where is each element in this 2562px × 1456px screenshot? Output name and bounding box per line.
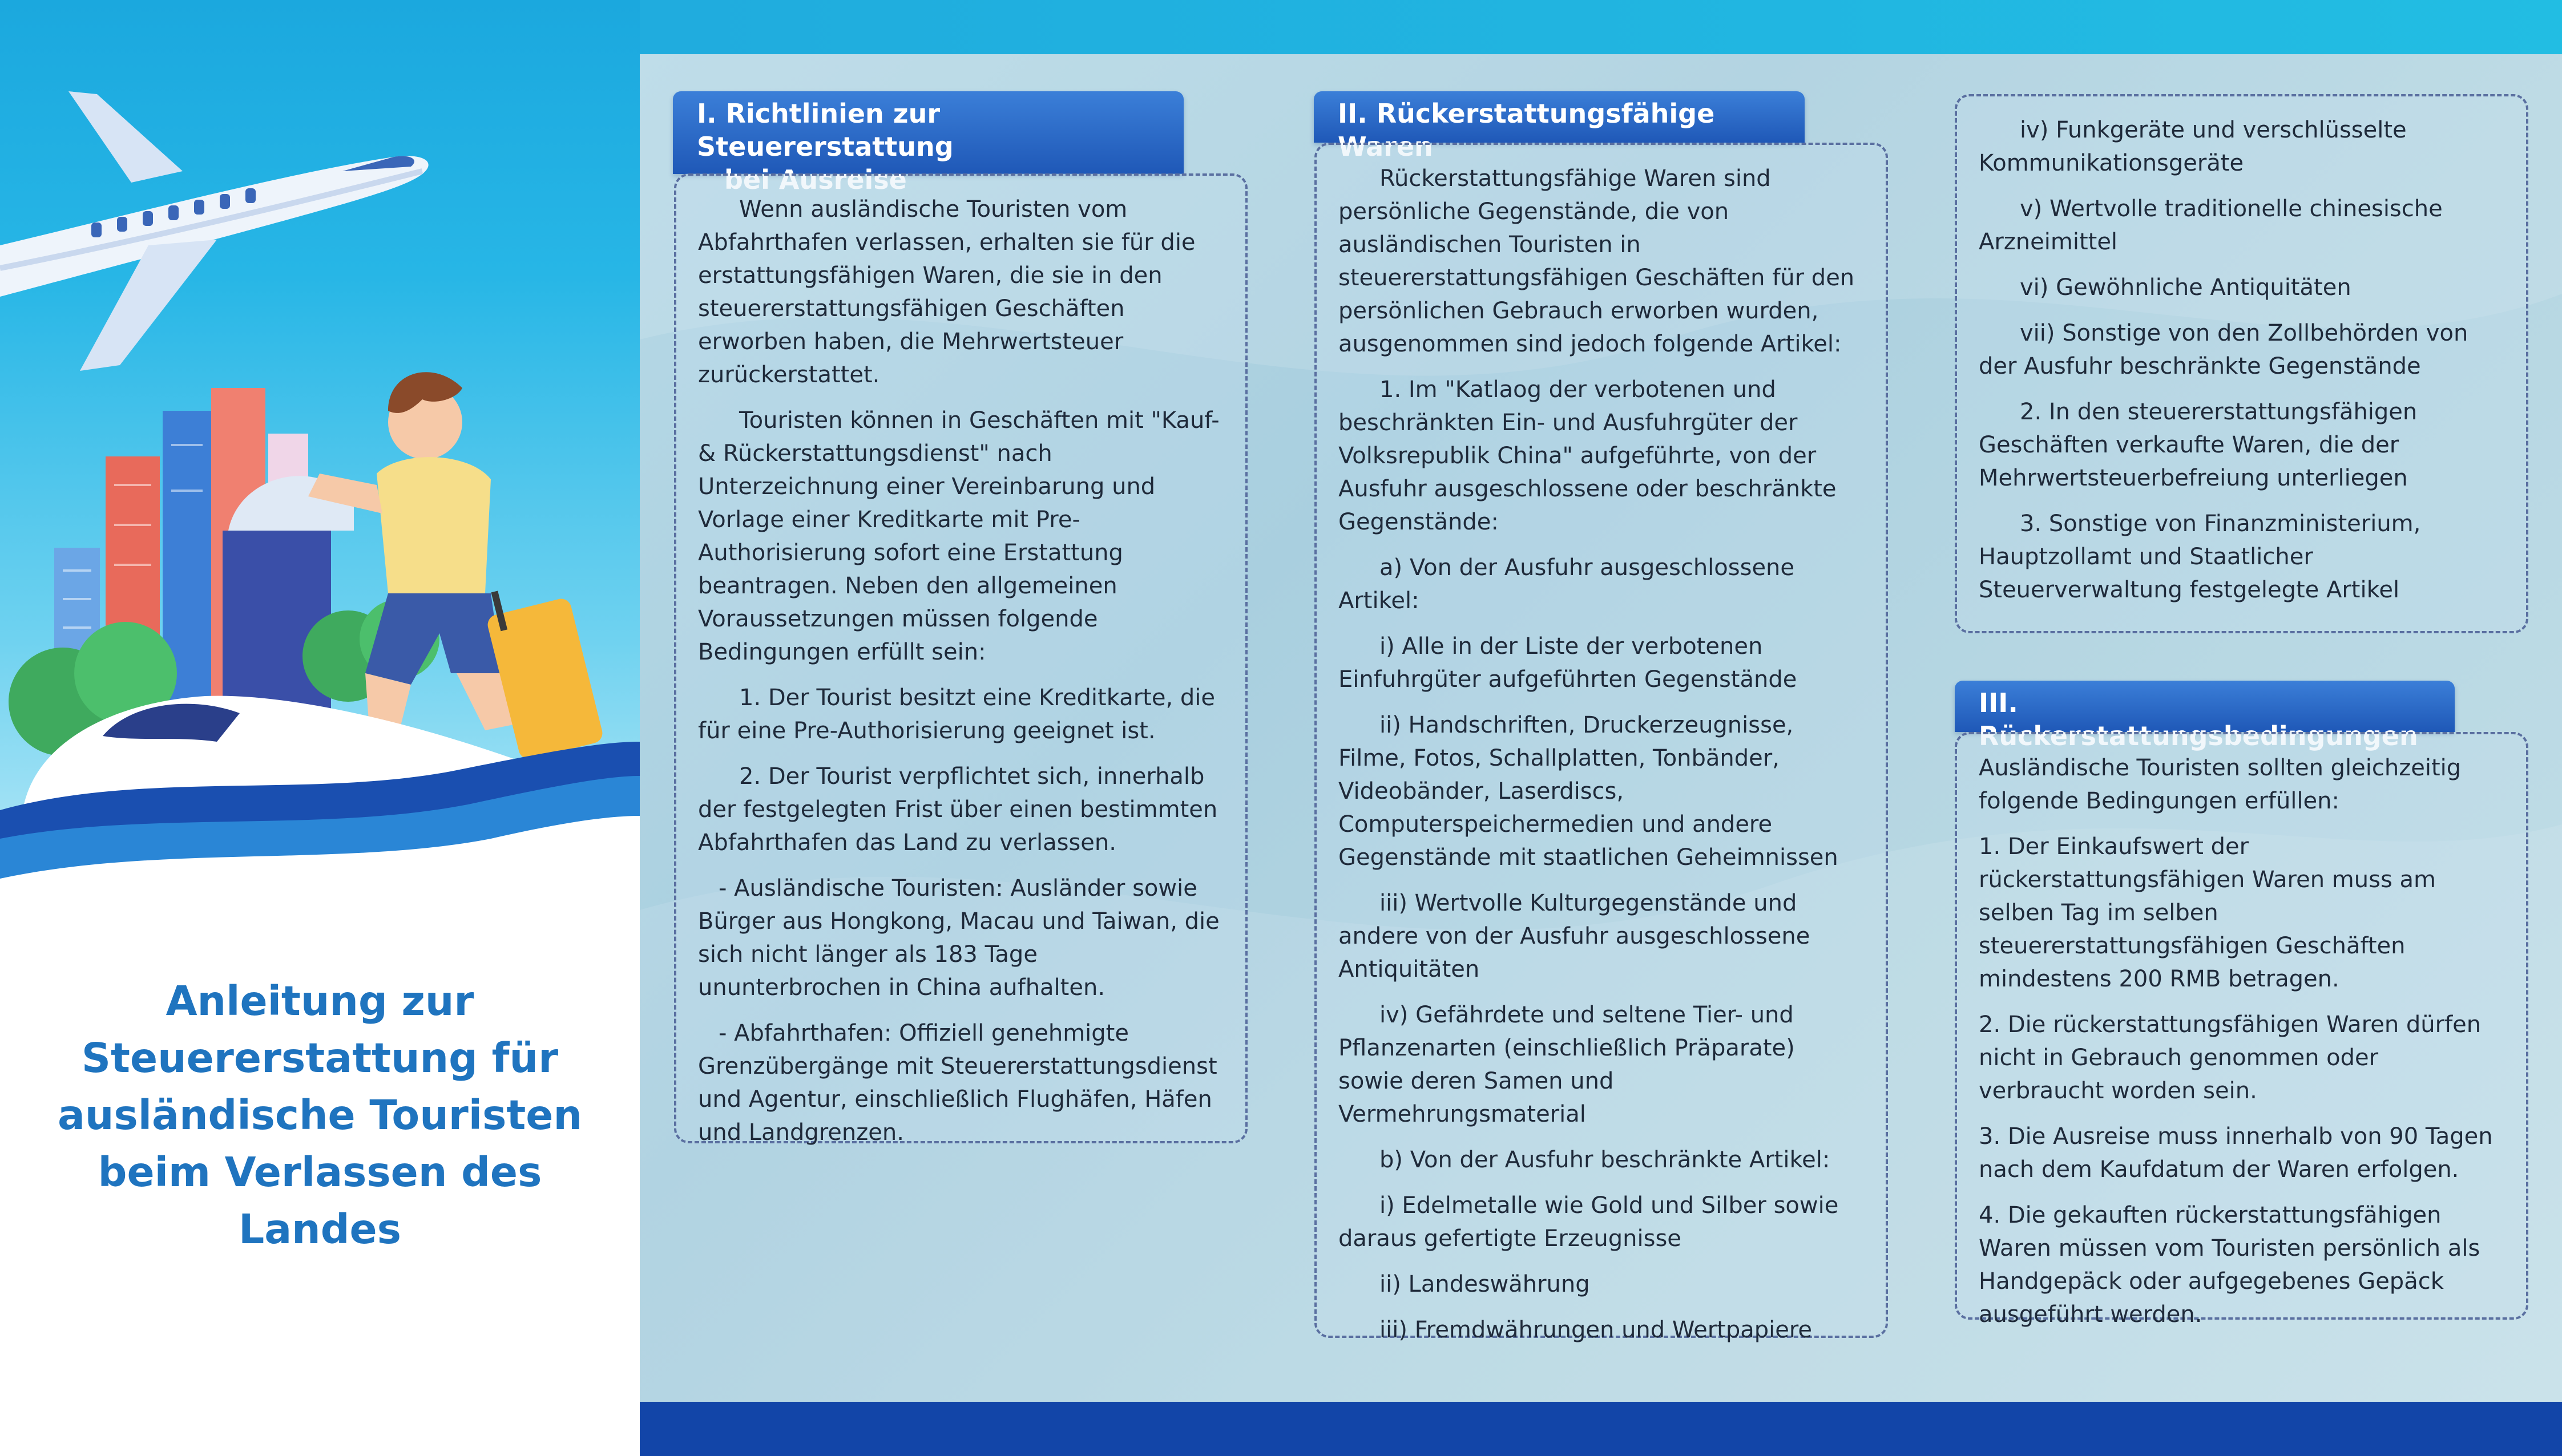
section1-paragraph: 1. Der Tourist besitzt eine Kreditkarte, die für eine Pre-Authorisierung geeignet ist.	[698, 685, 1215, 744]
suitcase-icon	[486, 591, 604, 761]
section1-paragraph: Wenn ausländische Touristen vom Abfahrthafen verlassen, erhalten sie für die erstattungsfähigen Waren, die sie in den steuererstattungsfähigen Geschäften erworben haben, die Mehrwertsteuer zurückerstattet.	[698, 196, 1196, 388]
section1-box	[674, 173, 1248, 1146]
page-title: Anleitung zur Steuererstattung für ausländische Touristen beim Verlassen des Landes	[57, 977, 582, 1253]
section1-heading-line1: I. Richtlinien zur Steuererstattung	[697, 98, 954, 162]
section2-paragraph: b) Von der Ausfuhr beschränkte Artikel:	[1379, 1147, 1830, 1173]
section2-paragraph: ii) Landeswährung	[1379, 1271, 1590, 1297]
bottom-bar	[640, 1402, 2562, 1456]
section1-paragraph: Touristen können in Geschäften mit "Kauf- & Rückerstattungsdienst" nach Unterzeichnung einer Vereinbarung und Vorlage einer Kreditkarte mit Pre-Authorisierung sofort eine Erstattung beantragen. Neben den allgemeinen Voraussetzungen müssen folgende Bedingungen erfüllt sein:	[698, 407, 1220, 665]
section2-heading	[1314, 91, 1805, 162]
section3-paragraph: Ausländische Touristen sollten gleichzeitig folgende Bedingungen erfüllen:	[1979, 755, 2462, 814]
hero-illustration	[0, 0, 640, 913]
section2-heading-text: II. Rückerstattungsfähige Waren	[1338, 98, 1715, 162]
left-panel	[0, 0, 640, 1456]
airplane-icon	[0, 91, 429, 371]
section3-heading	[1955, 681, 2455, 751]
section3-paragraph: 1. Der Einkaufswert der rückerstattungsfähigen Waren muss am selben Tag im selben steuererstattungsfähigen Geschäften mindestens 200 RMB betragen.	[1979, 834, 2436, 992]
section2-cont-paragraph: iv) Funkgeräte und verschlüsselte Kommunikationsgeräte	[1979, 117, 2407, 176]
section3-paragraph: 4. Die gekauften rückerstattungsfähigen Waren müssen vom Touristen persönlich als Handgepäck oder aufgegebenes Gepäck ausgeführt werden.	[1979, 1202, 2480, 1328]
section2-paragraph: iii) Fremdwährungen und Wertpapiere	[1379, 1317, 1813, 1343]
section2-continued-box	[1955, 94, 2528, 633]
section2-cont-paragraph: v) Wertvolle traditionelle chinesische Arzneimittel	[1979, 196, 2443, 255]
section2-paragraph: iii) Wertvolle Kulturgegenstände und andere von der Ausfuhr ausgeschlossene Antiquitäten	[1338, 890, 1810, 982]
section1-heading	[673, 91, 1184, 195]
section1-paragraph: 2. Der Tourist verpflichtet sich, innerhalb der festgelegten Frist über einen bestimmten Abfahrthafen das Land zu verlassen.	[698, 763, 1218, 856]
section3-paragraph: 2. Die rückerstattungsfähigen Waren dürfen nicht in Gebrauch genommen oder verbraucht worden sein.	[1979, 1012, 2482, 1104]
section2-cont-paragraph: 3. Sonstige von Finanzministerium, Hauptzollamt und Staatlicher Steuerverwaltung festgelegte Artikel	[1979, 511, 2421, 603]
section2-paragraph: a) Von der Ausfuhr ausgeschlossene Artikel:	[1338, 555, 1795, 614]
section2-box	[1314, 143, 1888, 1343]
section2-paragraph: Rückerstattungsfähige Waren sind persönliche Gegenstände, die von ausländischen Touristen in steuererstattungsfähigen Geschäften für den persönlichen Gebrauch erworben wurden, ausgenommen sind jedoch folgende Artikel:	[1338, 165, 1855, 357]
travel-illustration	[0, 0, 640, 913]
section3-heading-text: III. Rückerstattungsbedingungen	[1979, 687, 2418, 751]
section2-paragraph: ii) Handschriften, Druckerzeugnisse, Filme, Fotos, Schallplatten, Tonbänder, Videobänder, Laserdiscs, Computerspeichermedien und andere Gegenstände mit staatlichen Geheimnissen	[1338, 712, 1838, 871]
section2-paragraph: i) Alle in der Liste der verbotenen Einfuhrgüter aufgeführten Gegenstände	[1338, 633, 1797, 693]
section1-paragraph: - Abfahrthafen: Offiziell genehmigte Grenzübergänge mit Steuererstattungsdienst und Agentur, einschließlich Flughäfen, Häfen und Landgrenzen.	[698, 1020, 1217, 1146]
section2-paragraph: 1. Im "Katlaog der verbotenen und beschränkten Ein- und Ausfuhrgüter der Volksrepublik China" aufgeführte, von der Ausfuhr ausgeschlossene oder beschränkte Gegenstände:	[1338, 377, 1837, 535]
section2-paragraph: i) Edelmetalle wie Gold und Silber sowie daraus gefertigte Erzeugnisse	[1338, 1192, 1839, 1252]
section1-heading-line2: bei Ausreise	[724, 164, 907, 195]
section3-box	[1955, 732, 2528, 1328]
section3-paragraph: 3. Die Ausreise muss innerhalb von 90 Tagen nach dem Kaufdatum der Waren erfolgen.	[1979, 1123, 2493, 1183]
section1-paragraph: - Ausländische Touristen: Ausländer sowie Bürger aus Hongkong, Macau und Taiwan, die sich nicht länger als 183 Tage ununterbrochen in China aufhalten.	[698, 875, 1220, 1001]
section2-cont-paragraph: vi) Gewöhnliche Antiquitäten	[2020, 274, 2351, 301]
section2-cont-paragraph: 2. In den steuererstattungsfähigen Geschäften verkaufte Waren, die der Mehrwertsteuerbefreiung unterliegen	[1979, 399, 2418, 491]
section2-paragraph: iv) Gefährdete und seltene Tier- und Pflanzenarten (einschließlich Präparate) sowie deren Samen und Vermehrungsmaterial	[1338, 1002, 1795, 1127]
section2-cont-paragraph: vii) Sonstige von den Zollbehörden von der Ausfuhr beschränkte Gegenstände	[1979, 320, 2468, 379]
